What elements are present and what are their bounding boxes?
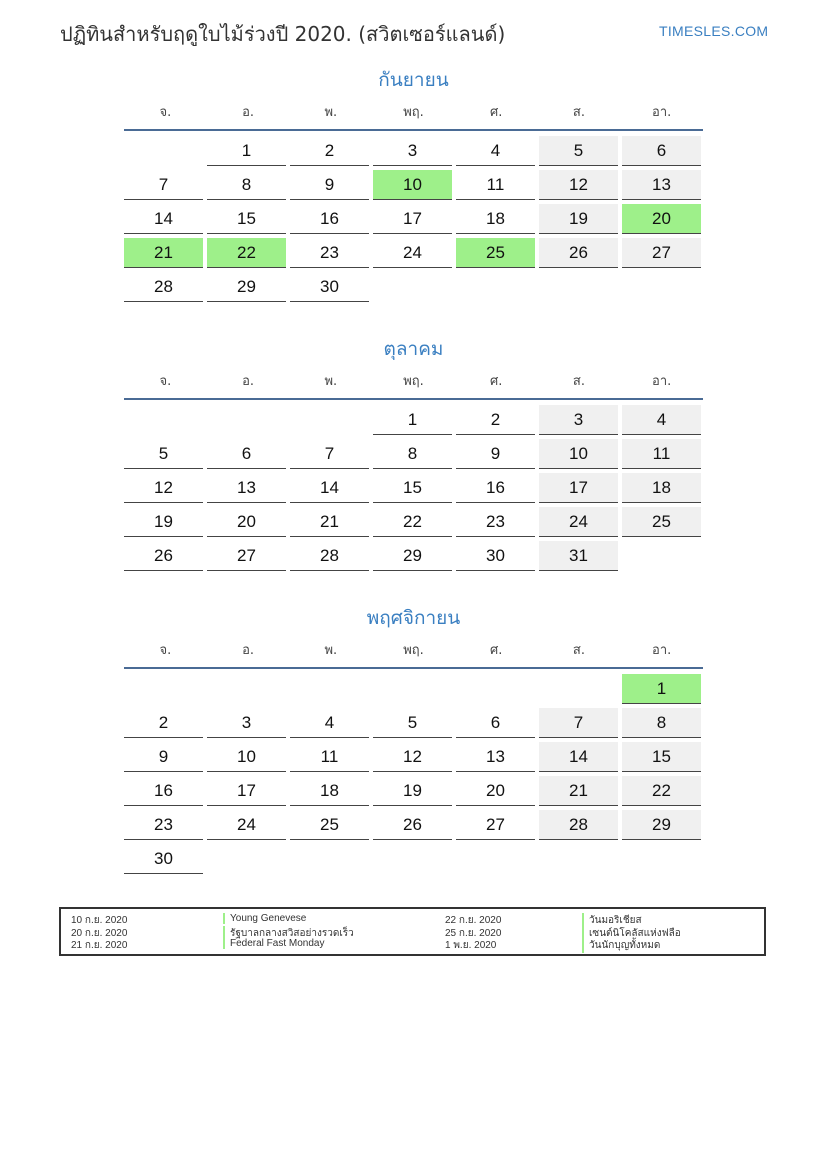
weekday-label: พฤ. (403, 104, 424, 120)
holiday-day-cell: 10 (373, 170, 452, 200)
day-cell: 19 (539, 204, 618, 234)
day-cell: 26 (539, 238, 618, 268)
day-cell: 9 (124, 742, 203, 772)
holiday-day-cell: 22 (207, 238, 286, 268)
day-cell: 6 (207, 439, 286, 469)
legend-date: 10 ก.ย. 2020 (71, 915, 128, 926)
day-cell: 25 (622, 507, 701, 537)
day-cell: 18 (622, 473, 701, 503)
day-cell: 8 (373, 439, 452, 469)
empty-cell (124, 405, 203, 435)
holiday-day-cell: 21 (124, 238, 203, 268)
day-cell: 11 (290, 742, 369, 772)
legend-holiday-name: Young Genevese (223, 913, 306, 924)
weekday-label: พ. (324, 373, 338, 389)
day-cell: 27 (622, 238, 701, 268)
day-cell: 23 (290, 238, 369, 268)
weekday-label: ศ. (490, 373, 503, 389)
holiday-day-cell: 20 (622, 204, 701, 234)
empty-cell (290, 674, 369, 704)
day-cell: 9 (456, 439, 535, 469)
day-cell: 14 (539, 742, 618, 772)
day-cell: 4 (622, 405, 701, 435)
day-cell: 29 (207, 272, 286, 302)
day-cell: 3 (539, 405, 618, 435)
day-cell: 23 (124, 810, 203, 840)
day-cell: 7 (290, 439, 369, 469)
day-cell: 8 (622, 708, 701, 738)
holiday-day-cell: 25 (456, 238, 535, 268)
legend-holiday-name: วันนักบุญทั้งหมด (582, 938, 660, 953)
day-cell: 11 (456, 170, 535, 200)
weekday-header (124, 98, 703, 124)
day-cell: 13 (622, 170, 701, 200)
weekday-label: จ. (159, 373, 172, 389)
day-cell: 30 (456, 541, 535, 571)
day-cell: 11 (622, 439, 701, 469)
weekday-label: อา. (652, 642, 672, 658)
day-cell: 26 (124, 541, 203, 571)
weekday-label: พฤ. (403, 642, 424, 658)
day-cell: 2 (124, 708, 203, 738)
day-cell: 17 (373, 204, 452, 234)
weekday-label: จ. (159, 642, 172, 658)
day-grid (124, 136, 703, 302)
day-cell: 22 (622, 776, 701, 806)
holiday-legend (59, 907, 766, 956)
day-cell: 16 (124, 776, 203, 806)
day-cell: 19 (373, 776, 452, 806)
month-calendar (124, 604, 703, 874)
day-cell: 6 (622, 136, 701, 166)
day-cell: 17 (539, 473, 618, 503)
day-cell: 6 (456, 708, 535, 738)
legend-holiday-name: วันมอริเชียส (582, 913, 642, 928)
month-name: กันยายน (378, 69, 449, 91)
weekday-label: อา. (652, 104, 672, 120)
day-cell: 24 (539, 507, 618, 537)
day-cell: 28 (124, 272, 203, 302)
weekday-label: ส. (572, 104, 585, 120)
day-cell: 5 (373, 708, 452, 738)
day-cell: 30 (124, 844, 203, 874)
day-cell: 2 (456, 405, 535, 435)
day-cell: 7 (539, 708, 618, 738)
day-cell: 24 (207, 810, 286, 840)
weekday-header (124, 636, 703, 662)
day-cell: 20 (456, 776, 535, 806)
day-cell: 26 (373, 810, 452, 840)
month-calendar (124, 335, 703, 571)
weekday-label: ศ. (490, 642, 503, 658)
month-calendar (124, 66, 703, 302)
day-cell: 5 (124, 439, 203, 469)
day-cell: 3 (373, 136, 452, 166)
day-cell: 29 (373, 541, 452, 571)
day-cell: 23 (456, 507, 535, 537)
day-cell: 14 (124, 204, 203, 234)
day-cell: 28 (290, 541, 369, 571)
day-cell: 17 (207, 776, 286, 806)
legend-holiday-name: รัฐบาลกลางสวิสอย่างรวดเร็ว (223, 926, 354, 941)
day-cell: 7 (124, 170, 203, 200)
weekday-label: อา. (652, 373, 672, 389)
weekday-label: จ. (159, 104, 172, 120)
day-cell: 15 (207, 204, 286, 234)
day-cell: 21 (539, 776, 618, 806)
day-cell: 5 (539, 136, 618, 166)
weekday-label: ส. (572, 642, 585, 658)
legend-date: 1 พ.ย. 2020 (445, 940, 497, 951)
day-cell: 15 (373, 473, 452, 503)
day-cell: 27 (456, 810, 535, 840)
empty-cell (207, 674, 286, 704)
day-grid (124, 405, 703, 571)
day-cell: 16 (456, 473, 535, 503)
site-link[interactable]: TIMESLES.COM (659, 23, 769, 39)
legend-date: 21 ก.ย. 2020 (71, 940, 128, 951)
day-cell: 13 (456, 742, 535, 772)
header-divider (124, 667, 703, 669)
day-cell: 21 (290, 507, 369, 537)
weekday-label: อ. (242, 373, 255, 389)
legend-date: 25 ก.ย. 2020 (445, 927, 502, 939)
weekday-label: พฤ. (403, 373, 424, 389)
day-cell: 12 (124, 473, 203, 503)
day-cell: 10 (539, 439, 618, 469)
empty-cell (290, 405, 369, 435)
weekday-label: พ. (324, 642, 338, 658)
day-cell: 12 (539, 170, 618, 200)
day-cell: 3 (207, 708, 286, 738)
day-cell: 14 (290, 473, 369, 503)
day-cell: 18 (456, 204, 535, 234)
day-cell: 4 (290, 708, 369, 738)
legend-date: 22 ก.ย. 2020 (445, 915, 502, 926)
legend-date: 20 ก.ย. 2020 (71, 927, 128, 939)
holiday-day-cell: 1 (622, 674, 701, 704)
day-cell: 20 (207, 507, 286, 537)
day-cell: 15 (622, 742, 701, 772)
empty-cell (207, 405, 286, 435)
day-cell: 19 (124, 507, 203, 537)
day-cell: 24 (373, 238, 452, 268)
empty-cell (124, 136, 203, 166)
header-divider (124, 398, 703, 400)
day-cell: 13 (207, 473, 286, 503)
empty-cell (539, 674, 618, 704)
day-cell: 18 (290, 776, 369, 806)
day-cell: 16 (290, 204, 369, 234)
day-cell: 9 (290, 170, 369, 200)
day-cell: 1 (373, 405, 452, 435)
legend-holiday-name: Federal Fast Monday (223, 938, 325, 949)
day-cell: 31 (539, 541, 618, 571)
weekday-label: อ. (242, 104, 255, 120)
page-title: ปฏิทินสำหรับฤดูใบไม้ร่วงปี 2020. (สวิตเซอร์แลนด์) (60, 22, 506, 46)
day-cell: 12 (373, 742, 452, 772)
legend-holiday-name: เซนต์นิโคลัสแห่งฟลือ (582, 926, 681, 941)
day-cell: 28 (539, 810, 618, 840)
day-cell: 8 (207, 170, 286, 200)
weekday-label: พ. (324, 104, 338, 120)
day-grid (124, 674, 703, 874)
empty-cell (373, 674, 452, 704)
header-divider (124, 129, 703, 131)
empty-cell (124, 674, 203, 704)
day-cell: 2 (290, 136, 369, 166)
weekday-label: อ. (242, 642, 255, 658)
month-name: พฤศจิกายน (366, 607, 461, 629)
day-cell: 25 (290, 810, 369, 840)
day-cell: 10 (207, 742, 286, 772)
weekday-header (124, 367, 703, 393)
day-cell: 1 (207, 136, 286, 166)
weekday-label: ส. (572, 373, 585, 389)
day-cell: 22 (373, 507, 452, 537)
day-cell: 29 (622, 810, 701, 840)
month-name: ตุลาคม (383, 338, 444, 360)
day-cell: 4 (456, 136, 535, 166)
empty-cell (456, 674, 535, 704)
day-cell: 30 (290, 272, 369, 302)
weekday-label: ศ. (490, 104, 503, 120)
day-cell: 27 (207, 541, 286, 571)
